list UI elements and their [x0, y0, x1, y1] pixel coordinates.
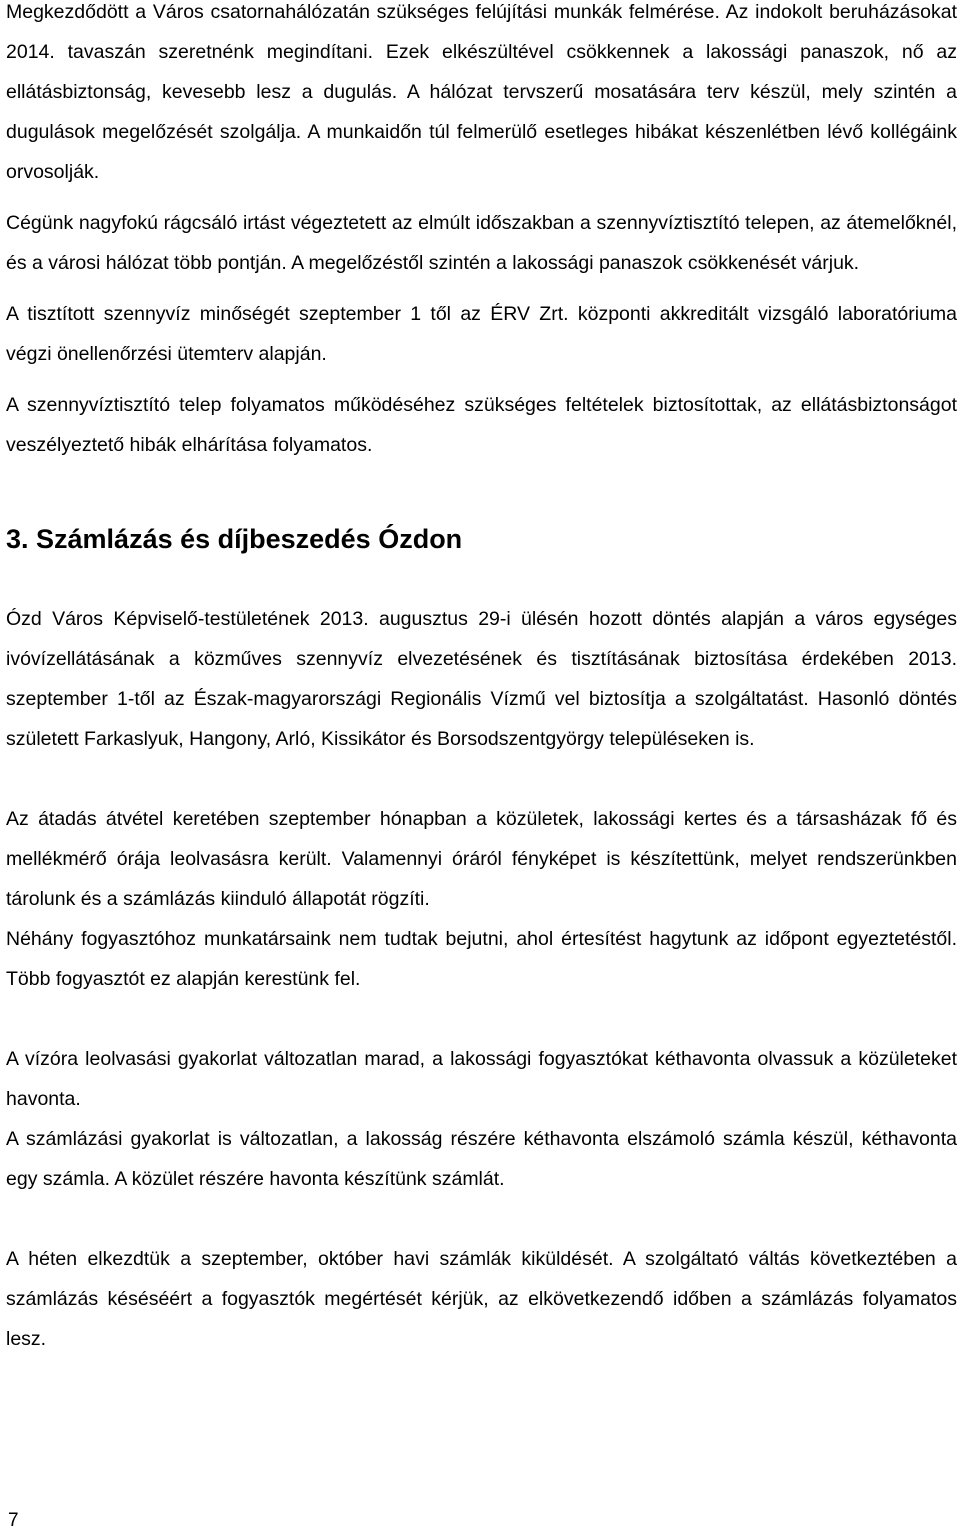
- page-number: 7: [8, 1510, 19, 1531]
- paragraph-canal-network: Megkezdődött a Város csatornahálózatán szükséges felújítási munkák felmérése. Az indokolt beruházásokat 2014. tavaszán szeretnénk megindítani. Ezek elkészültével csökkennek a lakossági panaszok, nő az ellátásbiztonság, kevesebb lesz a dugulás. A hálózat tervszerű mosatására terv készül, mely szintén a dugulások megelőzését szolgálja. A munkaidőn túl felmerülő esetleges hibákat készenlétben lévő kollégáink orvosolják.: [6, 1, 957, 183]
- document-page: [6, 0, 957, 1359]
- section-heading-billing: 3. Számlázás és díjbeszedés Ózdon: [6, 524, 463, 554]
- paragraph-treatment-plant: A szennyvíztisztító telep folyamatos működéséhez szükséges feltételek biztosítottak, az ellátásbiztonságot veszélyeztető hibák elhárítása folyamatos.: [6, 394, 957, 456]
- paragraph-billing-practice: A számlázási gyakorlat is változatlan, a lakosság részére kéthavonta elszámoló számla készül, kéthavonta egy számla. A közület részére havonta készítünk számlát.: [6, 1128, 957, 1190]
- paragraph-invoice-dispatch: A héten elkezdtük a szeptember, október havi számlák kiküldését. A szolgáltató váltás következtében a számlázás késéséért a fogyasztók megértését kérjük, az elkövetkezendő időben a számlázás folyamatos lesz.: [6, 1248, 957, 1350]
- paragraph-reading-practice: A vízóra leolvasási gyakorlat változatlan marad, a lakossági fogyasztókat kéthavonta olvassuk a közületeket havonta.: [6, 1048, 957, 1110]
- paragraph-unreached-customers: Néhány fogyasztóhoz munkatársaink nem tudtak bejutni, ahol értesítést hagytunk az időpont egyeztetéstől. Több fogyasztót ez alapján kerestünk fel.: [6, 928, 957, 990]
- paragraph-water-quality: A tisztított szennyvíz minőségét szeptember 1 től az ÉRV Zrt. központi akkreditált vizsgáló laboratóriuma végzi önellenőrzési ütemterv alapján.: [6, 303, 957, 365]
- paragraph-council-decision: Ózd Város Képviselő-testületének 2013. augusztus 29-i ülésén hozott döntés alapján a város egységes ivóvízellátásának a közműves szennyvíz elvezetésének és tisztításának biztosítása érdekében 2013. szeptember 1-től az Észak-magyarországi Regionális Vízmű vel biztosítja a szolgáltatást. Hasonló döntés született Farkaslyuk, Hangony, Arló, Kissikátor és Borsodszentgyörgy településeken is.: [6, 608, 957, 750]
- paragraph-rodent-control: Cégünk nagyfokú rágcsáló irtást végeztetett az elmúlt időszakban a szennyvíztisztító telepen, az átemelőknél, és a városi hálózat több pontján. A megelőzéstől szintén a lakossági panaszok csökkenését várjuk.: [6, 212, 957, 274]
- paragraph-meter-reading: Az átadás átvétel keretében szeptember hónapban a közületek, lakossági kertes és a társasházak fő és mellékmérő órája leolvasásra került. Valamennyi óráról fényképet is készítettünk, melyet rendszerünkben tárolunk és a számlázás kiinduló állapotát rögzíti.: [6, 808, 957, 910]
